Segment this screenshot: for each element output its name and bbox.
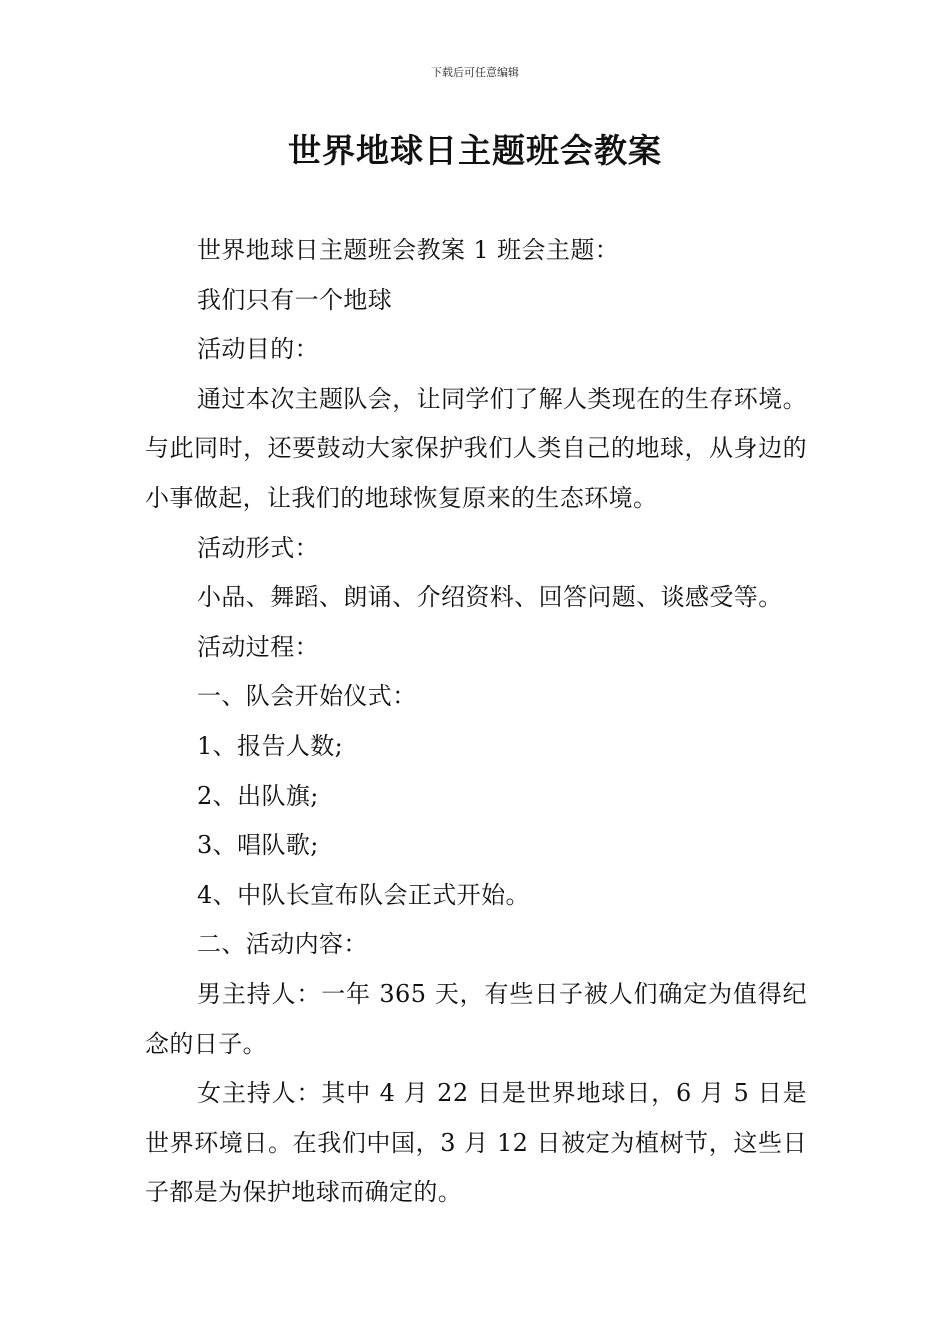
paragraph: 4、中队长宣布队会正式开始。 [197, 880, 530, 909]
paragraph: 世界地球日主题班会教案 1 班会主题： [197, 236, 620, 264]
paragraph: 男主持人：一年 365 天，有些日子被人们确定为值得纪念的日子。 [145, 979, 807, 1058]
paragraph: 活动形式： [197, 533, 319, 562]
paragraph: 通过本次主题队会，让同学们了解人类现在的生存环境。与此同时，还要鼓动大家保护我们人类自己的地球，从身边的小事做起，让我们的地球恢复原来的生态环境。 [145, 384, 807, 512]
paragraph: 3、唱队歌; [197, 831, 319, 860]
paragraph: 小品、舞蹈、朗诵、介绍资料、回答问题、谈感受等。 [197, 583, 783, 612]
paragraph: 活动目的： [197, 335, 319, 364]
paragraph: 我们只有一个地球 [197, 285, 393, 314]
document-body [145, 226, 807, 1218]
paragraph: 2、出队旗; [197, 781, 319, 810]
paragraph: 活动过程： [197, 632, 319, 661]
paragraph: 一、队会开始仪式： [197, 682, 417, 711]
paragraph: 二、活动内容： [197, 930, 368, 959]
header-note: 下载后可任意编辑 [431, 66, 519, 79]
paragraph: 1、报告人数; [197, 731, 344, 760]
document-title: 世界地球日主题班会教案 [288, 131, 662, 170]
paragraph: 女主持人：其中 4 月 22 日是世界地球日，6 月 5 日是世界环境日。在我们中国，3 月 12 日被定为植树节，这些日子都是为保护地球而确定的。 [145, 1079, 807, 1207]
